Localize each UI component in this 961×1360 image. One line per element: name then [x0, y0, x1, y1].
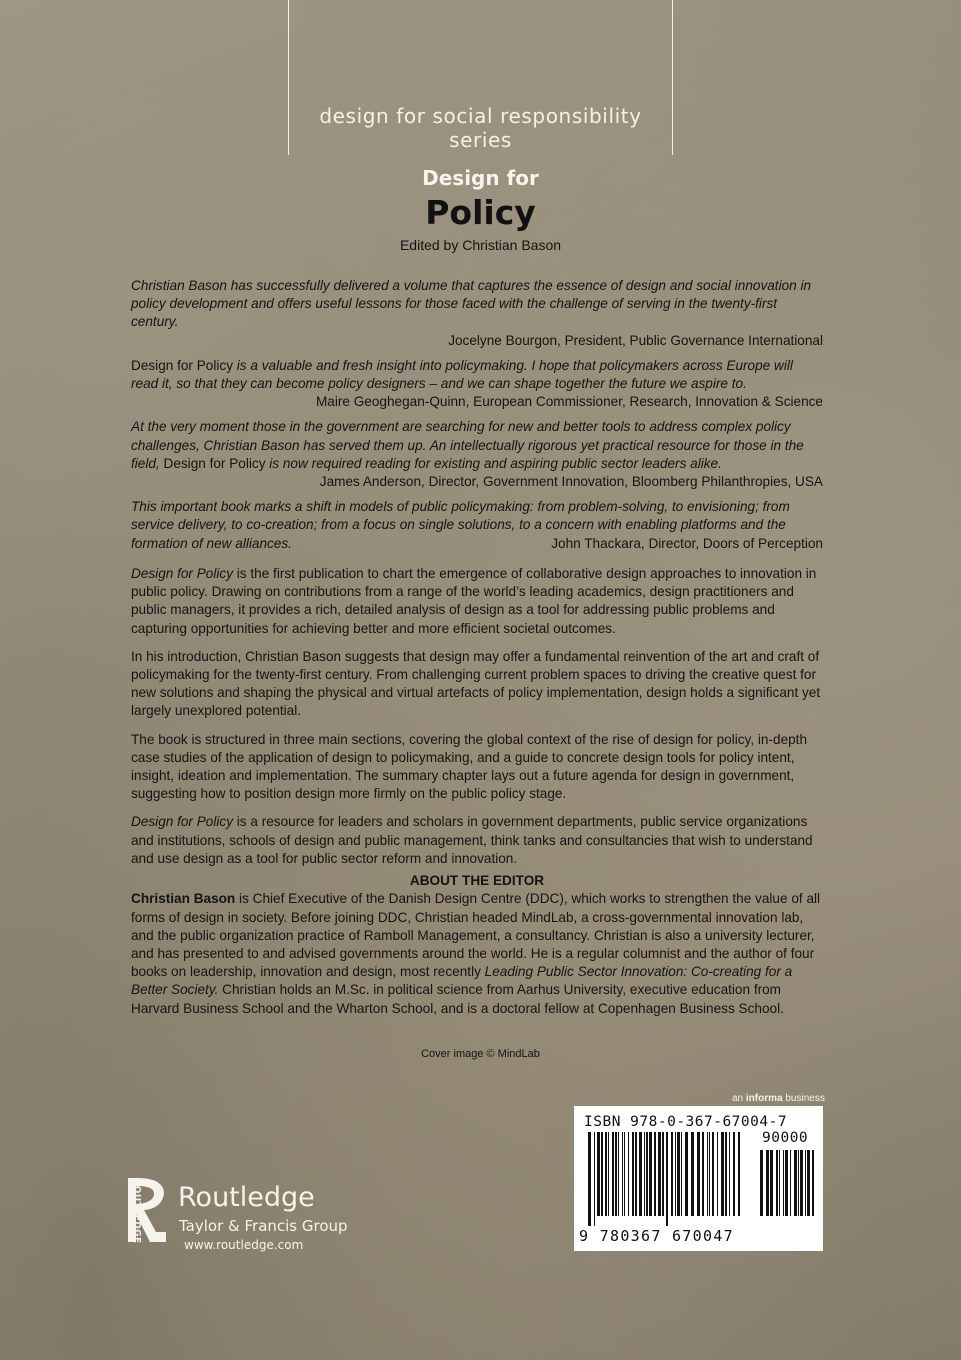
paragraph-text: is a resource for leaders and scholars in government departments, public service organizations and institutions, schools of design and public management, think tanks and consultancies that wish to understand and use design as a tool for public sector reform and innovation.	[131, 814, 813, 866]
barcode-bar	[681, 1132, 682, 1216]
publisher-url: www.routledge.com	[184, 1238, 304, 1252]
isbn-barcode	[574, 1106, 823, 1251]
barcode-bar	[639, 1132, 642, 1216]
back-cover-content	[131, 277, 823, 1018]
barcode-bar	[615, 1132, 617, 1216]
barcode-bar	[807, 1150, 810, 1216]
endorsement-3	[131, 418, 823, 491]
barcode-bar	[624, 1132, 625, 1216]
barcode-bar	[717, 1132, 718, 1216]
informa-prefix: an	[732, 1093, 746, 1104]
series-frame	[288, 0, 673, 155]
quote-attribution: James Anderson, Director, Government Innovation, Bloomberg Philanthropies, USA	[319, 474, 823, 490]
barcode-bar	[612, 1132, 614, 1216]
barcode-bar	[697, 1132, 700, 1216]
barcode-bar	[770, 1150, 773, 1216]
book-title-inline: Design for Policy	[131, 814, 233, 830]
about-text-part-1: is Chief Executive of the Danish Design Centre (DDC), which works to strengthen the value of all forms of design in society. Before joining DDC, Christian headed MindLab, a cross-governmental innovation lab, and the public organization practice of Ramboll Management, a consultancy. Christian is also a university lecturer, and has presented to and advised governments around the world. He is a regular columnist and the author of four books on leadership, innovation and design, most recently	[131, 891, 821, 980]
paragraph-text: is the first publication to chart the emergence of collaborative design approaches to innovation in public policy. Drawing on contributions from a range of the world’s leading academics, design practitioners and public managers, it provides a rich, detailed analysis of design as a tool for addressing public problems and capturing opportunities for achieving better and more efficient societal outcomes.	[131, 566, 817, 636]
barcode-bar	[738, 1132, 740, 1216]
endorsement-4	[131, 498, 823, 553]
barcode-bar	[677, 1132, 680, 1216]
book-reference: Leading Public Sector Innovation: Co-creating for a Better Society.	[131, 964, 793, 998]
barcode-bar	[702, 1132, 704, 1216]
barcode-bar	[712, 1132, 714, 1216]
barcode-bar	[675, 1132, 676, 1216]
quote-text-after: is now required reading for existing and aspiring public sector leaders alike.	[265, 455, 722, 471]
barcode-bar	[671, 1132, 673, 1216]
barcode-bar	[628, 1132, 629, 1216]
barcode-bars-icon	[588, 1132, 744, 1226]
editor-name: Christian Bason	[131, 891, 236, 907]
description-paragraph-1	[131, 565, 823, 638]
barcode-bar	[721, 1132, 724, 1216]
paragraph-text: In his introduction, Christian Bason suggests that design may offer a fundamental reinvention of the art and craft of policymaking for the twenty-first century. From challenging current problem spaces to driving the creative quest for new solutions and shaping the physical and virtual artefacts of policy implementation, design holds a significant yet largely unexplored potential.	[131, 648, 821, 719]
barcode-bar	[785, 1150, 788, 1216]
series-title: design for social responsibility series	[319, 104, 642, 152]
isbn-label: ISBN 978-0-367-67004-7	[584, 1114, 788, 1130]
title-prefix: Design for	[422, 166, 539, 190]
publisher-group: Taylor & Francis Group	[179, 1217, 348, 1235]
barcode-bar	[798, 1150, 799, 1216]
barcode-bar	[733, 1132, 735, 1216]
barcode-bar	[800, 1150, 803, 1216]
publisher-name: Routledge	[178, 1182, 315, 1213]
barcode-bar	[709, 1132, 710, 1216]
barcode-bar	[608, 1132, 609, 1216]
barcode-bar	[794, 1150, 797, 1216]
endorsement-2	[131, 357, 823, 412]
endorsement-1	[131, 277, 823, 350]
barcode-bar	[760, 1150, 763, 1216]
barcode-bar	[649, 1132, 652, 1216]
about-editor-heading: ABOUT THE EDITOR	[409, 873, 545, 889]
barcode-bar	[662, 1132, 664, 1216]
barcode-bar	[588, 1132, 591, 1226]
quote-text: At the very moment those in the government are searching for new and better tools to address complex policy challenges, Christian Bason has served them up. An intellectually rigorous yet practical resource for those in the field,	[131, 419, 804, 471]
barcode-bar	[632, 1132, 634, 1216]
barcode-bar	[685, 1132, 688, 1216]
paragraph-text: The book is structured in three main sections, covering the global context of the rise of design for policy, in-depth case studies of the application of design to policymaking, and a guide to concrete design tools for policy intent, insight, ideation and implementation. The summary chapter lays out a future agenda for design in government, suggesting how to position design more firmly on the public policy stage.	[131, 731, 808, 802]
barcode-bar	[691, 1132, 694, 1216]
book-title-inline: Design for Policy	[131, 357, 233, 373]
book-title-inline: Design for Policy	[163, 455, 266, 471]
description-paragraph-2	[131, 648, 823, 721]
cover-image-credit: Cover image © MindLab	[421, 1048, 540, 1060]
barcode-bar	[707, 1132, 708, 1216]
barcode-bar	[729, 1132, 730, 1216]
barcode-digits: 9 780367 670047	[579, 1227, 734, 1245]
informa-brand: informa	[745, 1093, 783, 1104]
barcode-bar	[776, 1150, 778, 1216]
barcode-bar	[646, 1132, 648, 1216]
barcode-bar	[658, 1132, 661, 1216]
about-editor-text	[131, 890, 823, 1017]
barcode-bar	[666, 1132, 668, 1226]
book-title: Policy	[425, 193, 536, 232]
barcode-bar	[783, 1150, 784, 1216]
quote-text: Christian Bason has successfully delivered a volume that captures the essence of design and social innovation in policy development and offers useful lessons for those faced with the challenge of serving in the twenty-first century.	[131, 278, 812, 330]
barcode-addon-number: 90000	[762, 1130, 809, 1146]
about-text-part-2: Christian holds an M.Sc. in political science from Aarhus University, executive education from Harvard Business School and the Wharton School, and is a doctoral fellow at Copenhagen Business School.	[131, 982, 784, 1016]
quote-text: This important book marks a shift in models of public policymaking: from problem-solving, to envisioning; from service delivery, to co-creation; from a focus on single solutions, to a concern with enabling platforms and the formation of new alliances.	[131, 499, 790, 551]
barcode-addon-bars-icon	[760, 1150, 816, 1226]
barcode-bar	[805, 1150, 806, 1216]
barcode-bar	[597, 1132, 600, 1216]
barcode-bar	[622, 1132, 623, 1216]
quote-attribution: Jocelyne Bourgon, President, Public Governance International	[448, 332, 823, 348]
barcode-bar	[654, 1132, 656, 1216]
description-paragraph-4	[131, 813, 823, 868]
informa-tagline	[732, 1093, 825, 1104]
barcode-bar	[812, 1150, 814, 1216]
publisher-logo	[126, 1176, 356, 1258]
barcode-bar	[635, 1132, 637, 1216]
barcode-bar	[779, 1150, 780, 1216]
barcode-bar	[644, 1132, 645, 1216]
quote-attribution: John Thackara, Director, Doors of Perception	[551, 535, 823, 551]
informa-suffix: business	[782, 1093, 825, 1104]
publisher-vertical-mark: ROUTLEDGE	[131, 1178, 142, 1244]
barcode-bar	[725, 1132, 727, 1216]
description-paragraph-3	[131, 731, 823, 804]
book-title-inline: Design for Policy	[131, 566, 233, 582]
editor-line: Edited by Christian Bason	[399, 237, 562, 253]
barcode-bar	[618, 1132, 619, 1216]
barcode-bar	[766, 1150, 769, 1216]
quote-text: is a valuable and fresh insight into policymaking. I hope that policymakers across Europe will read it, so that they can become policy designers – and we can shape together the future we aspire to.	[131, 357, 793, 392]
barcode-bar	[601, 1132, 603, 1216]
barcode-bar	[594, 1132, 595, 1226]
barcode-bar	[790, 1150, 791, 1216]
barcode-bar	[605, 1132, 607, 1216]
quote-attribution: Maire Geoghegan-Quinn, European Commissioner, Research, Innovation & Science	[315, 394, 823, 410]
